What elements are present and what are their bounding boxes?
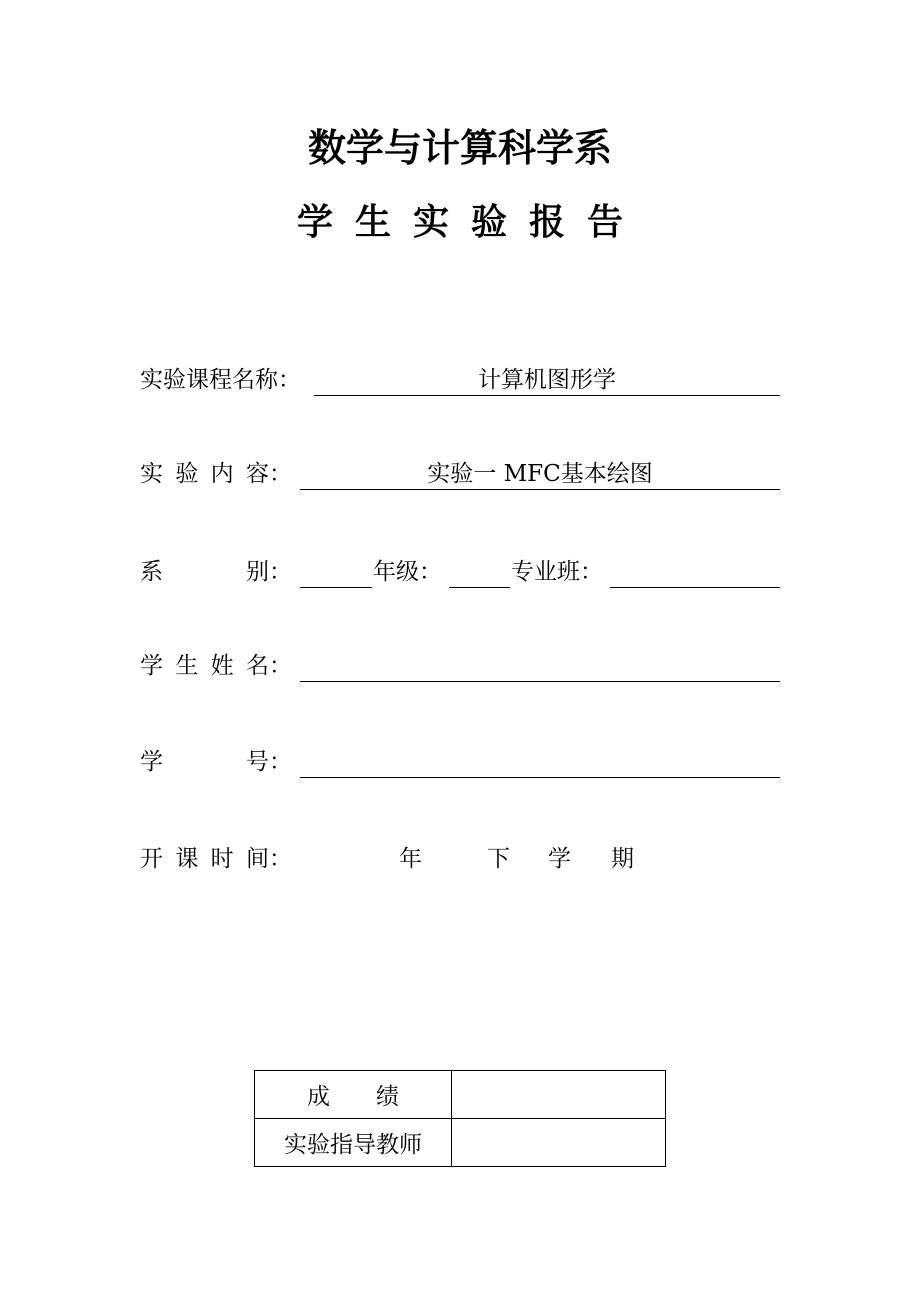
student-name-label-char: 生 [175,653,199,679]
student-name-field[interactable] [300,648,780,682]
grade-field[interactable] [449,554,510,588]
course-name-field[interactable]: 计算机图形学 [314,362,780,396]
dept-label-char: 别： [246,559,292,585]
term-char: 期 [611,846,634,872]
term-label-char: 间： [245,846,292,872]
content-label-char: 验 [175,461,199,487]
department-title: 数学与计算科学系 [307,126,612,170]
score-cell[interactable] [452,1071,666,1119]
term-char: 学 [548,846,571,872]
report-title: 学生实验报告 [296,202,645,243]
content-field[interactable]: 实验一 MFC基本绘图 [300,456,780,490]
student-name-label-char: 名： [245,653,292,679]
term-label-char: 课 [175,846,199,872]
dept-field[interactable] [300,554,372,588]
student-name-label-char: 学 [140,653,163,679]
content-label-char: 内 [210,461,234,487]
dept-label-char: 系 [140,559,163,585]
term-label-char: 开 [140,846,163,872]
course-name-row [140,362,782,398]
term-row [140,841,782,877]
dept-row [140,554,782,590]
instructor-label: 实验指导教师 [255,1119,452,1167]
score-row [255,1071,666,1119]
content-label [140,456,292,492]
student-name-label-char: 姓 [210,653,234,679]
grade-label: 年级： [373,559,442,585]
term-year-char: 年 [399,846,422,872]
dept-label [140,554,292,590]
term-char: 下 [487,846,510,872]
content-label-char: 容： [245,461,292,487]
content-row [140,456,782,492]
student-id-label [140,744,292,780]
major-class-field[interactable] [610,554,780,588]
grade-table [254,1070,666,1167]
student-id-field[interactable] [300,744,780,778]
student-id-row [140,744,782,780]
term-label [140,841,292,877]
student-id-label-char: 号： [246,749,292,775]
score-label: 成 绩 [255,1071,452,1119]
instructor-row [255,1119,666,1167]
major-class-label: 专业班： [511,559,603,585]
course-name-label: 实验课程名称： [140,367,301,393]
student-id-label-char: 学 [140,749,163,775]
student-name-label [140,648,292,684]
content-label-char: 实 [140,461,163,487]
student-name-row [140,648,782,684]
instructor-cell[interactable] [452,1119,666,1167]
term-label-char: 时 [210,846,234,872]
